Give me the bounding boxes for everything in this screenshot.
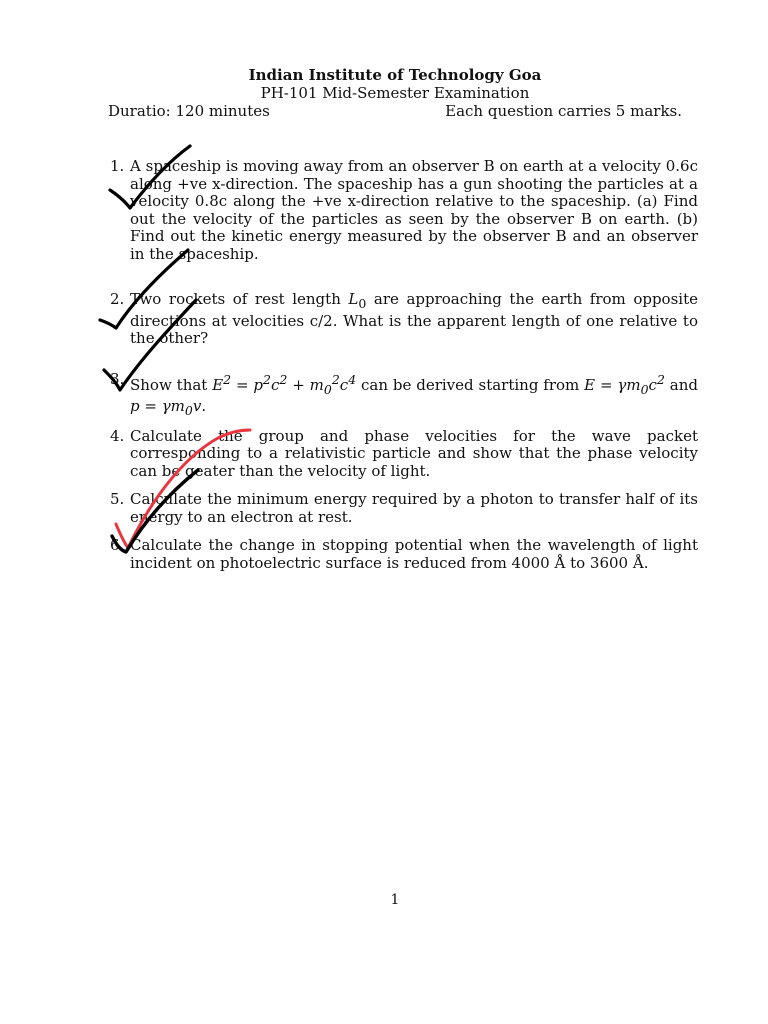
math-subscript: 0 <box>358 296 367 311</box>
relativistic-energy: $E = \gamma m_0c^2$ <box>584 371 665 397</box>
question-text-mid: can be derived starting from <box>356 375 585 394</box>
question-number: 1. <box>110 157 125 175</box>
question-text-start: Show that <box>130 375 213 394</box>
relativistic-momentum: $p = \gamma m_0v$ <box>130 397 202 418</box>
question-2 <box>108 291 698 348</box>
energy-momentum-relation: $E^2 = p^2c^2 + m_0^2c^4$ <box>212 371 357 397</box>
question-number: 4. <box>110 426 125 445</box>
question-number: 5. <box>110 490 125 508</box>
question-text: A spaceship is moving away from an observer B on earth at a velocity 0.6c along +ve x-direction. The spaceship has a gun shooting the particles at a velocity 0.8c along the +ve x-direction relative to the spaceship. (a) Find out the velocity of the particles as seen by the observer B on earth. (b) Find out the kinetic energy measured by the observer B and an observer in the spaceship. <box>130 157 698 263</box>
question-text: Calculate the change in stopping potential when the wavelength of light incident on photoelectric surface is reduced from 4000 Å to 3600 Å. <box>130 536 698 572</box>
question-1 <box>108 158 698 263</box>
question-4 <box>108 428 698 481</box>
page-number: 1 <box>390 892 400 908</box>
question-number: 2. <box>110 290 125 308</box>
exam-meta <box>108 102 682 120</box>
question-number: 3. <box>110 369 125 388</box>
question-5 <box>108 491 698 526</box>
question-3: 3. Show that $E^2 = p^2c^2 + m_0^2c^4$ can be derived starting from $E = \gamma m_0c^2$ and $p = \gamma m_0v$. <box>110 369 698 418</box>
duration-text: Duratio: 120 minutes <box>108 102 270 120</box>
question-text: Calculate the minimum energy required by a photon to transfer half of its energy to an electron at rest. <box>130 490 698 526</box>
math-symbol: L <box>348 290 359 308</box>
question-text-and: and <box>664 375 698 394</box>
question-text: Calculate the group and phase velocities for the wave packet corresponding to a relativistic particle and show that the phase velocity can be geater than the velocity of light. <box>130 426 698 480</box>
question-list <box>108 158 698 572</box>
exam-header <box>0 66 768 102</box>
marks-note: Each question carries 5 marks. <box>445 102 682 120</box>
institute-title: Indian Institute of Technology Goa <box>248 66 542 84</box>
question-number: 6. <box>110 536 125 554</box>
question-text-start: Two rockets of rest length <box>130 290 349 308</box>
question-text-end: are approaching the earth from opposite directions at velocities c/2. What is the apparent length of one relative to the other? <box>130 290 698 347</box>
question-6 <box>108 537 698 572</box>
exam-title: PH-101 Mid-Semester Examination <box>260 84 530 102</box>
